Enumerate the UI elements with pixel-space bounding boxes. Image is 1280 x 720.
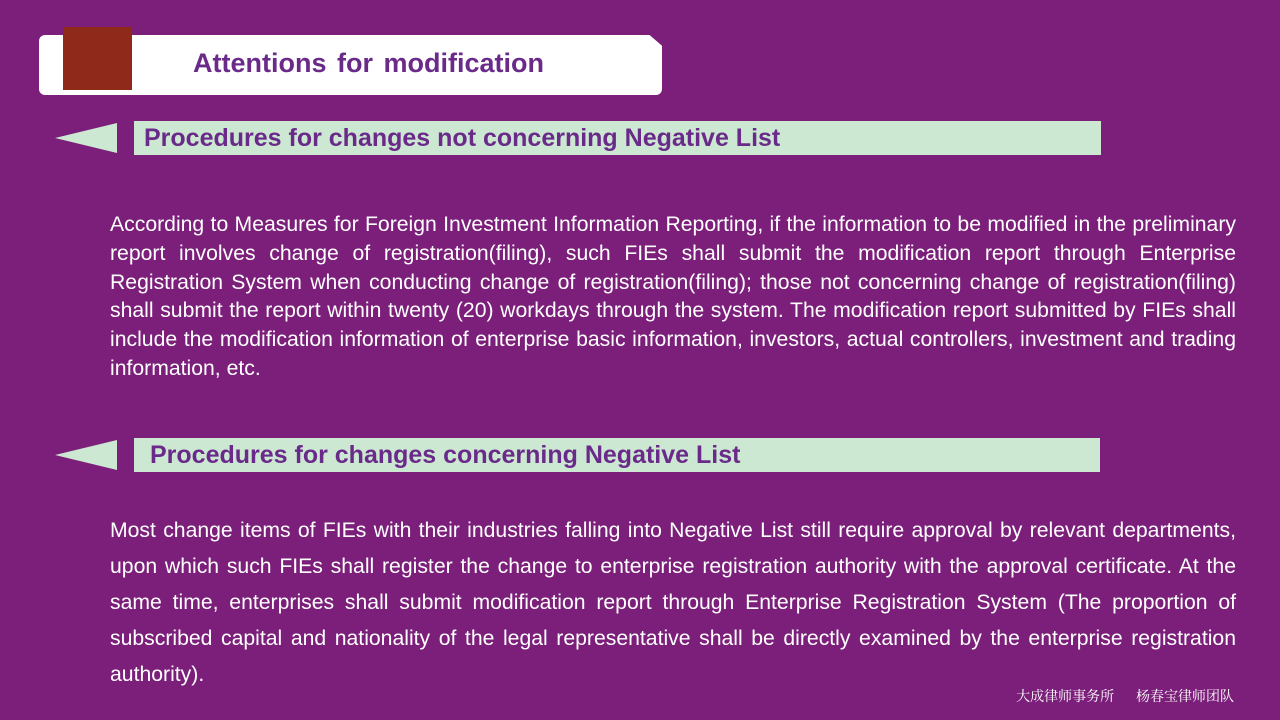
section-1-heading-bar [134,121,1101,155]
footer-team: 杨春宝律师团队 [1136,688,1234,704]
section-2-heading: Procedures for changes concerning Negative List [150,441,741,469]
section-2-heading-bar [134,438,1100,472]
title-accent-square [63,27,132,90]
footer [1016,686,1234,706]
footer-firm: 大成律师事务所 [1016,688,1115,704]
section-2-arrow-icon [55,440,117,470]
slide-title: Attentions for modification [193,48,544,78]
section-1-arrow-icon [55,123,117,153]
section-1-heading: Procedures for changes not concerning Negative List [144,124,781,152]
section-1-body: According to Measures for Foreign Investment Information Reporting, if the information to be modified in the preliminary report involves change of registration(filing), such FIEs shall submit the modification report through Enterprise Registration System when conducting change of registration(filing); those not concerning change of registration(filing) shall submit the report within twenty (20) workdays through the system. The modification report submitted by FIEs shall include the modification information of enterprise basic information, investors, actual controllers, investment and trading information, etc. [110,213,1236,380]
section-2-body: Most change items of FIEs with their industries falling into Negative List still require approval by relevant departments, upon which such FIEs shall register the change to enterprise registration authority with the approval certificate. At the same time, enterprises shall submit modification report through Enterprise Registration System (The proportion of subscribed capital and nationality of the legal representative shall be directly examined by the enterprise registration authority). [110,519,1236,686]
